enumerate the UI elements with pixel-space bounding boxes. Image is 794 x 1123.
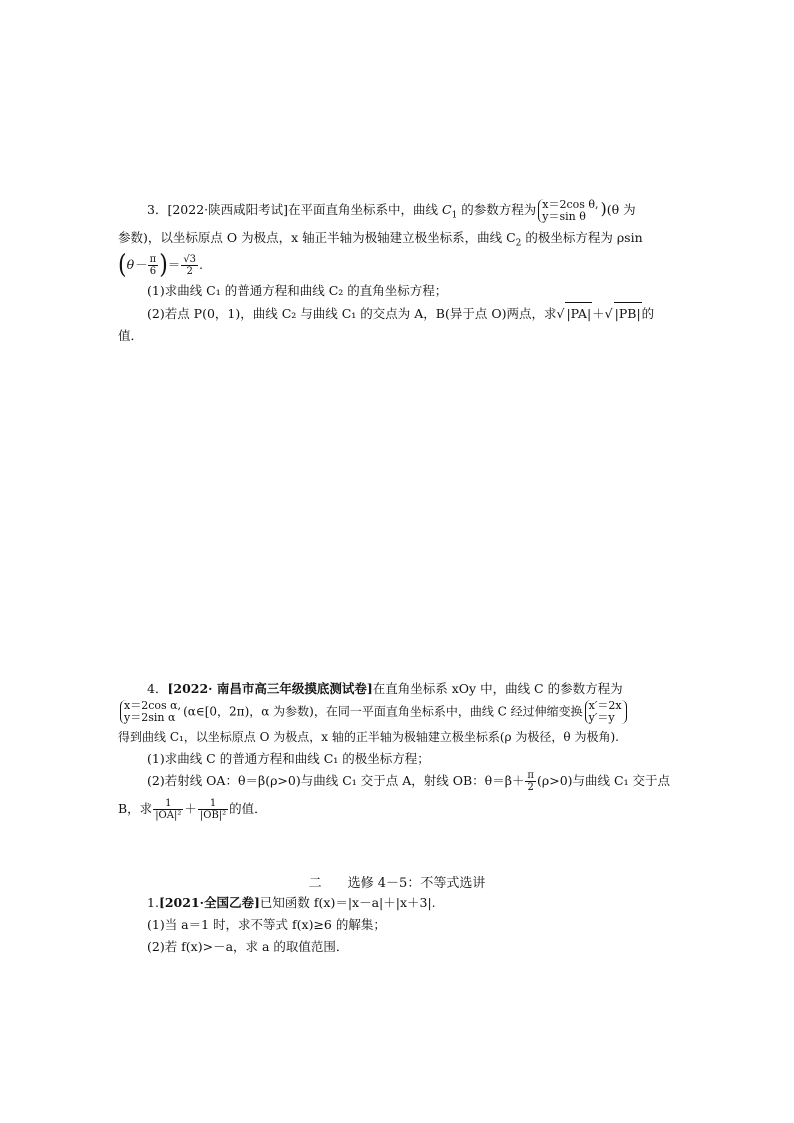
problem-3-line-2	[118, 227, 678, 255]
problem-4	[118, 678, 678, 828]
problem-3-stem-a: 在平面直角坐标系中，曲线	[288, 202, 442, 217]
parametric-y-equation: y＝sin θ	[542, 209, 586, 223]
problem-4-question-2	[118, 770, 678, 798]
param-note-a: (θ 为	[606, 202, 636, 217]
problem-3-stem-d: 的极坐标方程为 ρsin	[521, 229, 643, 245]
period: .	[199, 257, 204, 272]
reciprocal-ob-squared	[198, 798, 228, 821]
pi-over-2	[525, 770, 536, 793]
problem-3-source: [2022·陕西咸阳考试]	[167, 202, 288, 217]
pi-numerator-4: π	[527, 770, 534, 781]
theta-minus: θ－	[126, 257, 147, 272]
problem-4-question-2-line-2	[118, 798, 678, 828]
transform-y: y′＝y	[588, 711, 615, 724]
right-paren: )	[600, 199, 607, 218]
one-numerator-a: 1	[153, 798, 183, 810]
scaling-transform	[585, 700, 627, 724]
question-2-text-a: (2)若点 P(0，1)，曲线 C₂ 与曲线 C₁ 的交点为 A，B(异于点 O)两点，求	[147, 306, 557, 321]
problem-4-source: [2022· 南昌市高三年级摸底测试卷]	[167, 681, 373, 696]
inequality-problem-line-1	[118, 892, 678, 914]
sqrt-sign: √	[556, 306, 565, 321]
curve-c1-symbol: C	[441, 202, 452, 217]
problem-4-line-1	[118, 678, 678, 700]
plus-sign-4: ＋	[184, 801, 197, 816]
two-denominator-4: 2	[527, 782, 534, 793]
problem-3-stem-c: ，以坐标原点 O 为极点，x 轴正半轴为极轴建立极坐标系，曲线 C	[147, 229, 516, 245]
problem-3-question-1: (1)求曲线 C₁ 的普通方程和曲线 C₂ 的直角坐标方程；	[147, 283, 448, 298]
problem-4-q2-text-c: B，求	[118, 801, 153, 816]
parametric-system-4	[120, 700, 181, 724]
pi-over-6	[148, 254, 159, 277]
sqrt-sign: √	[604, 306, 613, 321]
inequality-question-2: (2)若 f(x)>－a，求 a 的取值范围．	[147, 939, 349, 954]
six-denominator: 6	[149, 266, 157, 277]
equals-sign: ＝	[167, 257, 181, 272]
problem-3-line-3	[118, 249, 678, 280]
sqrt-pa: |PA|	[565, 302, 592, 325]
inequality-problem-stem: 已知函数 f(x)＝|x－a|＋|x＋3|.	[259, 895, 436, 910]
section-heading: 二 选修 4－5：不等式选讲	[308, 876, 486, 891]
problem-3-question-2	[118, 302, 678, 325]
two-denominator: 2	[186, 266, 193, 277]
problem-4-stem-a: 在直角坐标系 xOy 中，曲线 C 的参数方程为	[372, 681, 623, 696]
parametric-system	[538, 199, 598, 223]
plus-sign: ＋	[592, 306, 605, 321]
inequality-problem-number: 1.	[147, 895, 159, 910]
problem-inequality-1	[118, 892, 678, 958]
problem-3-line-1	[118, 198, 678, 227]
problem-4-number: 4．	[147, 681, 168, 696]
problem-4-range: (α∈[0，2π)，α 为参数)，在同一平面直角坐标系中，曲线 C 经过伸缩变换	[183, 704, 583, 719]
problem-3-stem-b: 的参数方程为	[457, 202, 537, 217]
open-paren-big: (	[118, 249, 127, 280]
problem-4-question-1: (1)求曲线 C 的普通方程和曲线 C₁ 的极坐标方程；	[147, 751, 430, 766]
problem-4-line-2	[118, 700, 678, 726]
oa-squared: |OA|²	[155, 810, 182, 821]
question-2-text-b: 的	[641, 306, 655, 321]
problem-4-q2-text-a: (2)若射线 OA：θ＝β(ρ>0)与曲线 C₁ 交于点 A，射线 OB：θ＝β＋	[147, 773, 525, 788]
problem-3-question-2-end: 值．	[118, 328, 144, 343]
pi-numerator: π	[149, 254, 157, 265]
inequality-question-1: (1)当 a＝1 时，求不等式 f(x)≥6 的解集；	[147, 917, 386, 932]
sqrt3-over-2	[181, 254, 198, 277]
parametric-y-equation-4: y＝2sin α	[124, 711, 176, 724]
parametric-x-equation: x＝2cos θ,	[542, 197, 599, 211]
sqrt3-numerator: √3	[183, 254, 197, 265]
problem-4-q2-text-b: (ρ>0)与曲线 C₁ 交于点	[537, 773, 671, 788]
curve-c2-subscript: 2	[515, 238, 522, 248]
sqrt-pb: |PB|	[614, 302, 642, 325]
param-note-b: 参数)	[118, 229, 148, 245]
transform-x: x′＝2x	[588, 699, 622, 712]
problem-3-number: 3．	[147, 202, 168, 217]
ob-squared: |OB|²	[199, 810, 227, 821]
problem-4-q2-text-d: 的值．	[229, 801, 267, 816]
reciprocal-oa-squared	[153, 798, 183, 821]
problem-3	[118, 198, 678, 347]
inequality-problem-source: [2021·全国乙卷]	[158, 895, 260, 910]
curve-c1-subscript: 1	[451, 210, 458, 221]
problem-4-line-3: 得到曲线 C₁，以坐标原点 O 为极点，x 轴的正半轴为极轴建立极坐标系(ρ 为极径，θ 为极角).	[118, 730, 619, 744]
one-numerator-b: 1	[198, 798, 228, 810]
close-paren-big: )	[159, 249, 168, 280]
parametric-x-equation-4: x＝2cos α,	[124, 699, 182, 712]
